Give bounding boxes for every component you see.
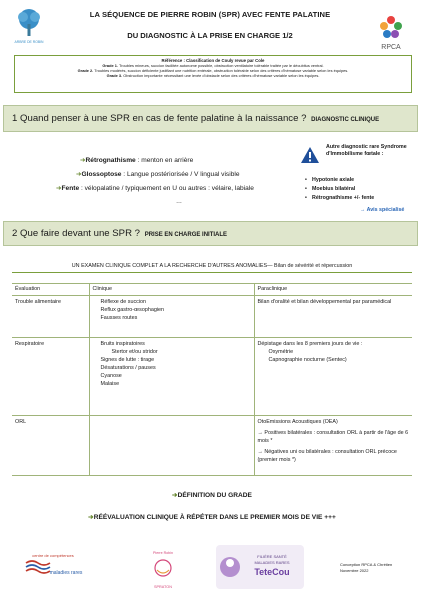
section-2-title: Que faire devant une SPR ? <box>20 228 141 239</box>
paraclinique-cell: Dépistage dans les 8 premiers jours de vie : Oxymétrie Capnographie nocturne (Sentec) <box>254 338 412 416</box>
svg-text:FILIÈRE SANTÉ: FILIÈRE SANTÉ <box>257 554 287 559</box>
logo-left-label: ARBRE DE ROBIN <box>14 40 44 44</box>
paraclinique-cell: OtoEmissions Acoustiques (OEA) → Positives bilatérales : consultation ORL à partir de l'âge de 6 mois * → Négatives uni ou bilatérales : consultation ORL précoce (premier mois *) <box>254 416 412 476</box>
grade-1: Grade 1. Troubles mineurs, succion facilitée autonome possible, obstruction ventilatoire tolérable traitée par le décubitus ventral. <box>102 63 324 68</box>
reference-heading: Référence : Classification de Couly revue par Cole <box>161 58 265 63</box>
row-label: Respiratoire <box>12 338 89 416</box>
conception-credit: Conception RPCA & Chrétien Novembre 2022 <box>340 562 393 573</box>
tree-logo-icon <box>14 6 44 46</box>
rare-diagnosis-title: Autre diagnostic rare Syndrome d'Immobilisme fœtale : <box>326 144 407 157</box>
specialist-advice-link[interactable]: → Avis spécialisé <box>360 207 405 213</box>
rpca-logo-icon <box>370 6 412 52</box>
svg-text:MALADIES RARES: MALADIES RARES <box>254 560 290 565</box>
clinique-cell: Bruits inspiratoires Stertor et/ou stridor Signes de lutte : tirage Désaturations / pauses Cyanose Malaise <box>89 338 254 416</box>
list-item: • Moebius bilatéral <box>312 186 355 192</box>
arrow-right-icon: ➔ <box>80 157 86 164</box>
reference-box <box>14 55 412 93</box>
paraclinique-cell: Bilan d'oralité et bilan développemental par paramédical <box>254 296 412 338</box>
warning-icon <box>300 146 320 164</box>
criterion-glossoptosis: ➔Glossoptose : Langue postériorisée / V lingual visible <box>76 171 240 178</box>
section-2-header <box>3 221 418 246</box>
column-header: Paraclinique <box>254 284 412 296</box>
arrow-right-icon: ➔ <box>172 492 178 499</box>
arrow-right-icon: → <box>257 430 265 436</box>
grade-definition: ➔DÉFINITION DU GRADE <box>172 492 252 499</box>
section-1-tag: DIAGNOSTIC CLINIQUE <box>311 117 380 123</box>
grade-2: Grade 2. Troubles modérés, succion déficiente justifiant une nutrition entérale, obstruction tolérable selon des critères d'hématose variable selon les équipes. <box>77 68 349 73</box>
section-2-number: 2 <box>12 228 18 239</box>
section-2-tag: PRISE EN CHARGE INITIALE <box>144 232 228 238</box>
divider <box>12 272 412 273</box>
arrow-right-icon: ➔ <box>56 185 62 192</box>
page-title-line2: DU DIAGNOSTIC À LA PRISE EN CHARGE 1/2 <box>127 31 293 40</box>
criterion-retrognathism: ➔Rétrognathisme : menton en arrière <box>80 157 194 164</box>
section-1-title: Quand penser à une SPR en cas de fente palatine à la naissance ? <box>20 113 307 124</box>
arrow-right-icon: → <box>257 449 265 455</box>
pierre-robin-logo-icon <box>140 548 186 592</box>
svg-text:centre de compétences: centre de compétences <box>32 553 74 558</box>
svg-text:TeteCou: TeteCou <box>254 567 290 577</box>
clinique-cell: Réflexe de succion Reflux gastro-œsophagien Fausses routes <box>89 296 254 338</box>
svg-text:Pierre Robin: Pierre Robin <box>153 551 173 555</box>
arrow-right-icon: ➔ <box>88 514 94 521</box>
exam-instruction: UN EXAMEN CLINIQUE COMPLET A LA RECHERCHE D'AUTRES ANOMALIES— Bilan de sévérité et répercussion <box>71 263 353 269</box>
section-1-number: 1 <box>12 113 18 124</box>
row-label: Trouble alimentaire <box>12 296 89 338</box>
arrow-right-icon: ➔ <box>76 171 82 178</box>
tetecou-logo-icon <box>216 545 304 589</box>
column-header: Évaluation <box>12 284 89 296</box>
list-item: • Rétrognathisme +/- fente <box>312 195 374 201</box>
evaluation-table <box>12 283 412 476</box>
table-row <box>12 296 412 338</box>
ellipsis: … <box>176 199 182 205</box>
criterion-cleft: ➔Fente : vélopalatine / typiquement en U ou autres : vélaire, labiale <box>56 185 254 192</box>
column-header: Clinique <box>89 284 254 296</box>
clinical-reevaluation: ➔RÉÉVALUATION CLINIQUE À RÉPÉTER DANS LE PREMIER MOIS DE VIE +++ <box>88 514 336 521</box>
grade-3: Grade 3. Obstruction importante nécessitant une levée d'obstacle selon des critères d'hématose variable selon les équipes. <box>106 73 320 78</box>
logo-right-label: RPCA <box>381 44 401 51</box>
clinique-cell <box>89 416 254 476</box>
section-1-header <box>3 105 418 132</box>
table-row <box>12 416 412 476</box>
maladies-rares-logo-icon <box>22 549 84 581</box>
page-title-line1: LA SÉQUENCE DE PIERRE ROBIN (SPR) AVEC FENTE PALATINE <box>89 10 331 19</box>
list-item: • Hypotonie axiale <box>312 177 354 183</box>
table-row <box>12 338 412 416</box>
svg-text:maladies rares: maladies rares <box>49 570 83 576</box>
table-header-row <box>12 284 412 296</box>
row-label: ORL <box>12 416 89 476</box>
svg-text:SPRATON: SPRATON <box>153 585 173 589</box>
